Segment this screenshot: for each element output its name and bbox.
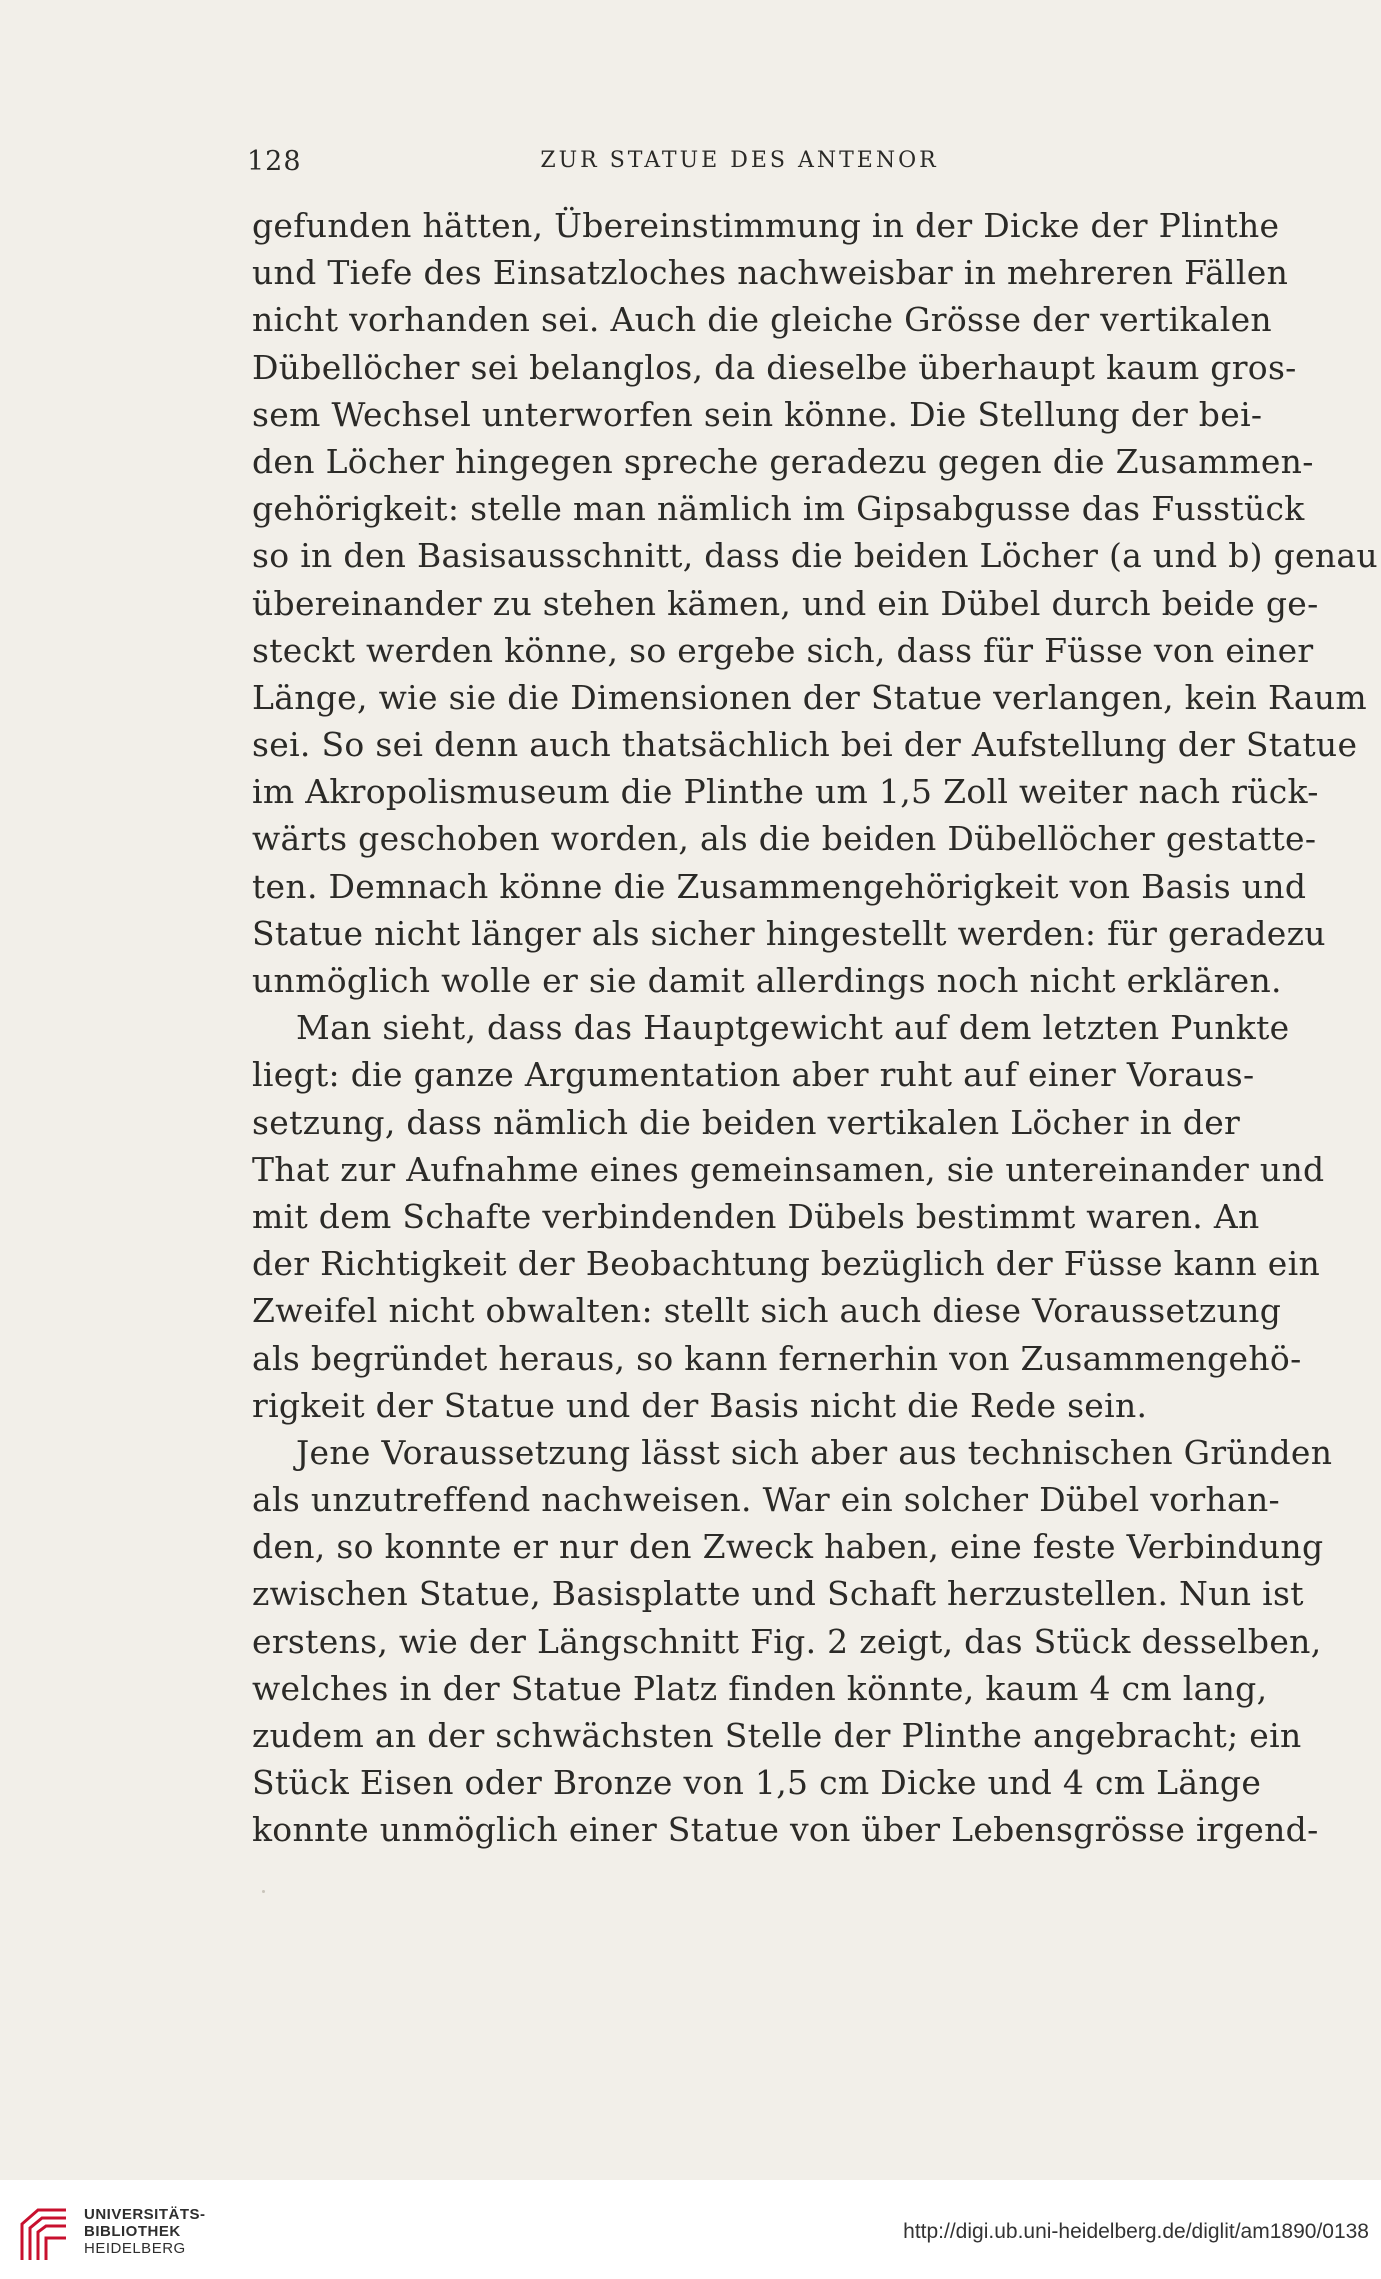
running-title: ZUR STATUE DES ANTENOR xyxy=(540,148,939,173)
text-line: zudem an der schwächsten Stelle der Plinthe angebracht; ein xyxy=(252,1716,1302,1755)
text-line: gehörigkeit: stelle man nämlich im Gipsabgusse das Fusstück xyxy=(252,489,1305,529)
page-header xyxy=(247,146,1232,186)
text-line: gefunden hätten, Übereinstimmung in der Dicke der Plinthe xyxy=(252,206,1280,245)
text-line: welches in der Statue Platz finden könnte, kaum 4 cm lang, xyxy=(252,1668,1268,1708)
library-name xyxy=(84,2206,206,2257)
text-line: sei. So sei denn auch thatsächlich bei der Aufstellung der Statue xyxy=(252,725,1358,765)
library-name-line: HEIDELBERG xyxy=(84,2240,186,2257)
text-line: Zweifel nicht obwalten: stellt sich auch diese Voraussetzung xyxy=(252,1291,1282,1331)
library-name-line: UNIVERSITÄTS- xyxy=(84,2206,206,2223)
library-logo-icon xyxy=(14,2202,76,2264)
text-line: zwischen Statue, Basisplatte und Schaft herzustellen. Nun ist xyxy=(252,1574,1304,1614)
text-line: im Akropolismuseum die Plinthe um 1,5 Zoll weiter nach rück- xyxy=(252,772,1319,812)
text-line: liegt: die ganze Argumentation aber ruht auf einer Voraus- xyxy=(252,1055,1255,1095)
body-text xyxy=(252,202,1378,1854)
text-line: den, so konnte er nur den Zweck haben, eine feste Verbindung xyxy=(252,1527,1324,1567)
text-line: Dübellöcher sei belanglos, da dieselbe überhaupt kaum gros- xyxy=(252,347,1297,387)
text-line: ten. Demnach könne die Zusammengehörigkeit von Basis und xyxy=(252,866,1307,906)
text-line: Statue nicht länger als sicher hingestellt werden: für geradezu xyxy=(252,913,1326,953)
text-line: Stück Eisen oder Bronze von 1,5 cm Dicke und 4 cm Länge xyxy=(252,1763,1262,1803)
text-line: wärts geschoben worden, als die beiden Dübellöcher gestatte- xyxy=(252,819,1317,859)
text-line: rigkeit der Statue und der Basis nicht die Rede sein. xyxy=(252,1385,1148,1425)
paper-speck xyxy=(262,1890,265,1893)
text-line: That zur Aufnahme eines gemeinsamen, sie untereinander und xyxy=(252,1149,1325,1189)
text-line: nicht vorhanden sei. Auch die gleiche Grösse der vertikalen xyxy=(252,300,1272,340)
text-line: der Richtigkeit der Beobachtung bezüglich der Füsse kann ein xyxy=(252,1244,1321,1284)
text-line: Länge, wie sie die Dimensionen der Statue verlangen, kein Raum xyxy=(252,677,1368,717)
text-line: übereinander zu stehen kämen, und ein Dübel durch beide ge- xyxy=(252,583,1319,623)
text-line: als begründet heraus, so kann fernerhin von Zusammengehö- xyxy=(252,1338,1302,1378)
text-line: steckt werden könne, so ergebe sich, dass für Füsse von einer xyxy=(252,630,1314,670)
text-line: unmöglich wolle er sie damit allerdings noch nicht erklären. xyxy=(252,961,1282,1000)
text-line: Jene Voraussetzung lässt sich aber aus technischen Gründen xyxy=(296,1432,1333,1472)
text-line: den Löcher hingegen spreche geradezu gegen die Zusammen- xyxy=(252,441,1314,481)
text-line: konnte unmöglich einer Statue von über Lebensgrösse irgend- xyxy=(252,1810,1319,1850)
text-line: erstens, wie der Längschnitt Fig. 2 zeigt, das Stück desselben, xyxy=(252,1621,1322,1661)
text-line: so in den Basisausschnitt, dass die beiden Löcher (a und b) genau xyxy=(252,536,1378,576)
text-line: sem Wechsel unterworfen sein könne. Die Stellung der bei- xyxy=(252,394,1263,434)
text-line: setzung, dass nämlich die beiden vertikalen Löcher in der xyxy=(252,1102,1241,1142)
text-line: Man sieht, dass das Hauptgewicht auf dem letzten Punkte xyxy=(296,1008,1290,1048)
page-number: 128 xyxy=(247,146,302,177)
text-line: als unzutreffend nachweisen. War ein solcher Dübel vorhan- xyxy=(252,1480,1281,1520)
text-line: mit dem Schafte verbindenden Dübels bestimmt waren. An xyxy=(252,1196,1260,1236)
digitization-footer xyxy=(0,2180,1381,2279)
source-url-link[interactable]: http://digi.ub.uni-heidelberg.de/diglit/am1890/0138 xyxy=(903,2220,1369,2243)
text-line: und Tiefe des Einsatzloches nachweisbar in mehreren Fällen xyxy=(252,253,1289,293)
library-name-line: BIBLIOTHEK xyxy=(84,2223,181,2240)
